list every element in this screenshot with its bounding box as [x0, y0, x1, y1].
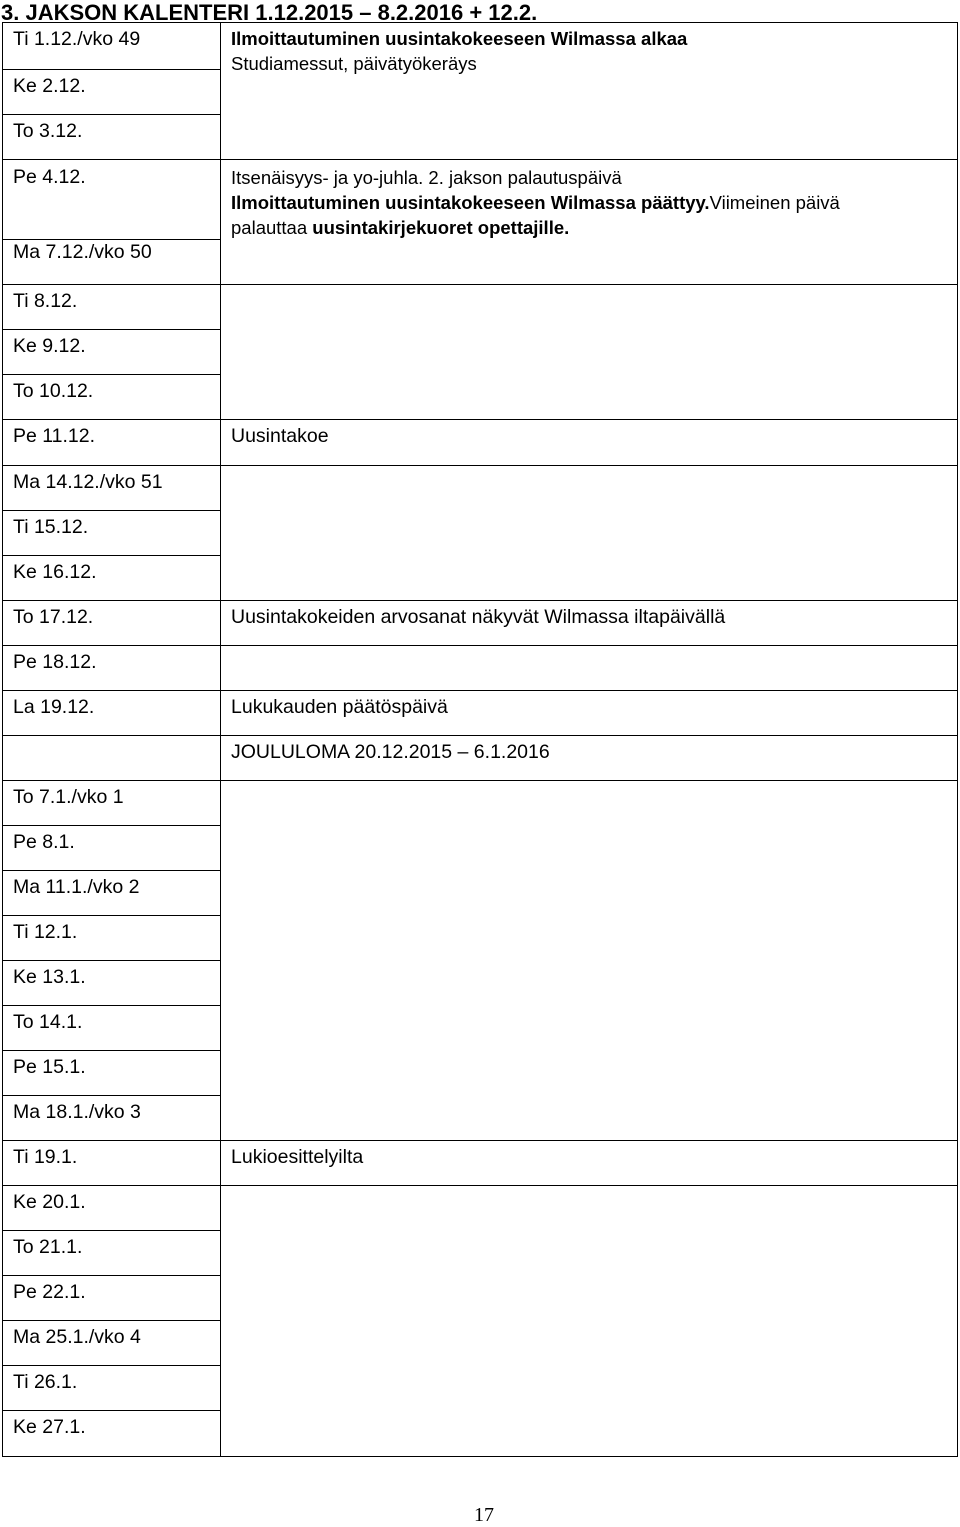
date-cell: [3, 736, 221, 781]
event-text: Ilmoittautuminen uusintakokeeseen Wilmassa alkaa: [231, 28, 688, 49]
event-cell-week49: [221, 23, 958, 160]
date-cell: Ti 15.12.: [3, 511, 221, 556]
date-cell: Ti 26.1.: [3, 1366, 221, 1411]
date-cell: To 10.12.: [3, 375, 221, 420]
event-text-bold: Ilmoittautuminen uusintakokeeseen Wilmassa päättyy.: [231, 192, 710, 213]
date-cell: Pe 8.1.: [3, 826, 221, 871]
date-cell: Ke 13.1.: [3, 961, 221, 1006]
date-cell: To 7.1./vko 1: [3, 781, 221, 826]
event-cell-pe11: Uusintakoe: [221, 420, 958, 466]
event-cell-la19: Lukukauden päätöspäivä: [221, 691, 958, 736]
calendar-table: [2, 22, 958, 1457]
date-cell: Pe 11.12.: [3, 420, 221, 466]
date-cell: Ti 19.1.: [3, 1141, 221, 1186]
date-cell: Ke 9.12.: [3, 330, 221, 375]
date-cell: Ma 18.1./vko 3: [3, 1096, 221, 1141]
event-cell-empty: [221, 781, 958, 1141]
date-cell: Pe 22.1.: [3, 1276, 221, 1321]
date-cell: Ke 20.1.: [3, 1186, 221, 1231]
date-cell: To 17.12.: [3, 601, 221, 646]
event-text: Itsenäisyys- ja yo-juhla. 2. jakson palautuspäivä: [231, 167, 622, 188]
date-cell: Pe 4.12.: [3, 160, 221, 240]
date-cell: To 21.1.: [3, 1231, 221, 1276]
page-number: 17: [474, 1504, 494, 1526]
date-cell: Ke 27.1.: [3, 1411, 221, 1457]
date-cell: Pe 15.1.: [3, 1051, 221, 1096]
date-cell: Ke 16.12.: [3, 556, 221, 601]
event-cell-to17: Uusintakokeiden arvosanat näkyvät Wilmassa iltapäivällä: [221, 601, 958, 646]
date-cell: Ti 1.12./vko 49: [3, 23, 221, 70]
event-cell-holiday: JOULULOMA 20.12.2015 – 6.1.2016: [221, 736, 958, 781]
date-cell: Ti 8.12.: [3, 285, 221, 330]
date-cell: Ti 12.1.: [3, 916, 221, 961]
date-cell: Ma 25.1./vko 4: [3, 1321, 221, 1366]
date-cell: Ma 7.12./vko 50: [3, 240, 221, 285]
event-cell-empty: [221, 285, 958, 420]
date-cell: Ma 14.12./vko 51: [3, 466, 221, 511]
event-text: palauttaa: [231, 217, 313, 238]
event-cell-empty: [221, 1186, 958, 1457]
event-text: Studiamessut, päivätyökeräys: [231, 53, 477, 74]
event-cell-ti19: Lukioesittelyilta: [221, 1141, 958, 1186]
event-cell-empty: [221, 466, 958, 601]
date-cell: Ma 11.1./vko 2: [3, 871, 221, 916]
event-text-bold: uusintakirjekuoret opettajille.: [312, 217, 570, 238]
date-cell: La 19.12.: [3, 691, 221, 736]
event-cell-empty: [221, 646, 958, 691]
page-title: 3. JAKSON KALENTERI 1.12.2015 – 8.2.2016 + 12.2.: [1, 0, 538, 25]
date-cell: To 3.12.: [3, 115, 221, 160]
date-cell: Pe 18.12.: [3, 646, 221, 691]
event-cell-pe4: [221, 160, 958, 285]
date-cell: Ke 2.12.: [3, 70, 221, 115]
date-cell: To 14.1.: [3, 1006, 221, 1051]
event-text: Viimeinen päivä: [709, 192, 840, 213]
